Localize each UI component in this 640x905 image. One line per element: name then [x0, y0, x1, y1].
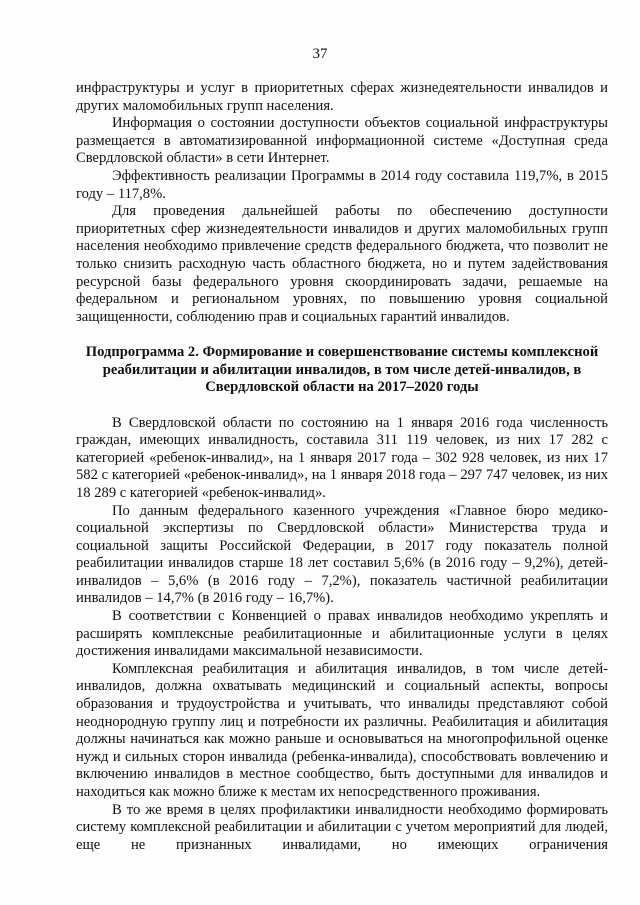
paragraph: В соответствии с Конвенцией о правах инвалидов необходимо укреплять и расширять комплексные реабилитационные и абилитационные услуги в целях достижения инвалидами максимальной независимости. [76, 608, 608, 660]
paragraph: По данным федерального казенного учреждения «Главное бюро медико-социальной экспертизы по Свердловской области» Министерства труда и социальной защиты Российской Федерации, в 2017 году показатель полной реабилитации инвалидов старше 18 лет составил 5,6% (в 2016 году – 9,2%), детей-инвалидов – 5,6% (в 2016 году – 7,2%), показатель частичной реабилитации инвалидов – 14,7% (в 2016 году – 16,7%). [76, 502, 608, 607]
paragraph: Для проведения дальнейшей работы по обеспечению доступности приоритетных сфер жизнедеятельности инвалидов и других маломобильных групп населения необходимо привлечение средств федерального бюджета, что позволит не только снизить расходную часть областного бюджета, но и путем задействования ресурсной базы федерального уровня скоординировать задачи, решаемые на федеральном и региональном уровнях, по повышению уровня социальной защищенности, соблюдению прав и социальных гарантий инвалидов. [76, 203, 608, 325]
paragraph: В Свердловской области по состоянию на 1 января 2016 года численность граждан, имеющих инвалидность, составила 311 119 человек, из них 17 282 с категорией «ребенок-инвалид», на 1 января 2017 года – 302 928 человек, из них 17 582 с категорией «ребенок-инвалид», на 1 января 2018 года – 297 747 человек, из них 18 289 с категорией «ребенок-инвалид». [76, 414, 608, 501]
paragraph: инфраструктуры и услуг в приоритетных сферах жизнедеятельности инвалидов и других маломобильных групп населения. [76, 80, 608, 114]
subprogram-heading: Подпрограмма 2. Формирование и совершенствование системы комплексной реабилитации и абилитации инвалидов, в том числе детей-инвалидов, в Свердловской области на 2017–2020 годы [85, 344, 599, 396]
paragraph: Информация о состоянии доступности объектов социальной инфраструктуры размещается в автоматизированной информационной системе «Доступная среда Свердловской области» в сети Интернет. [76, 115, 608, 167]
paragraph: Эффективность реализации Программы в 2014 году составила 119,7%, в 2015 году – 117,8%. [76, 167, 608, 202]
paragraph: Комплексная реабилитация и абилитация инвалидов, в том числе детей-инвалидов, должна охватывать медицинский и социальный аспекты, вопросы образования и трудоустройства и учитывать, что инвалиды представляют собой неоднородную группу лиц и потребности их различны. Реабилитация и абилитация должны начинаться как можно раньше и основываться на многопрофильной оценке нужд и сильных сторон инвалида (ребенка-инвалида), способствовать вовлечению и включению инвалидов в местное сообщество, быть доступными для инвалидов и находиться как можно ближе к местам их непосредственного проживания. [76, 660, 608, 800]
paragraph: В то же время в целях профилактики инвалидности необходимо формировать систему комплексной реабилитации и абилитации с учетом мероприятий для людей, еще не признанных инвалидами, но имеющих ограничения [76, 801, 608, 853]
page-number: 37 [312, 46, 328, 62]
document-body [76, 80, 608, 854]
